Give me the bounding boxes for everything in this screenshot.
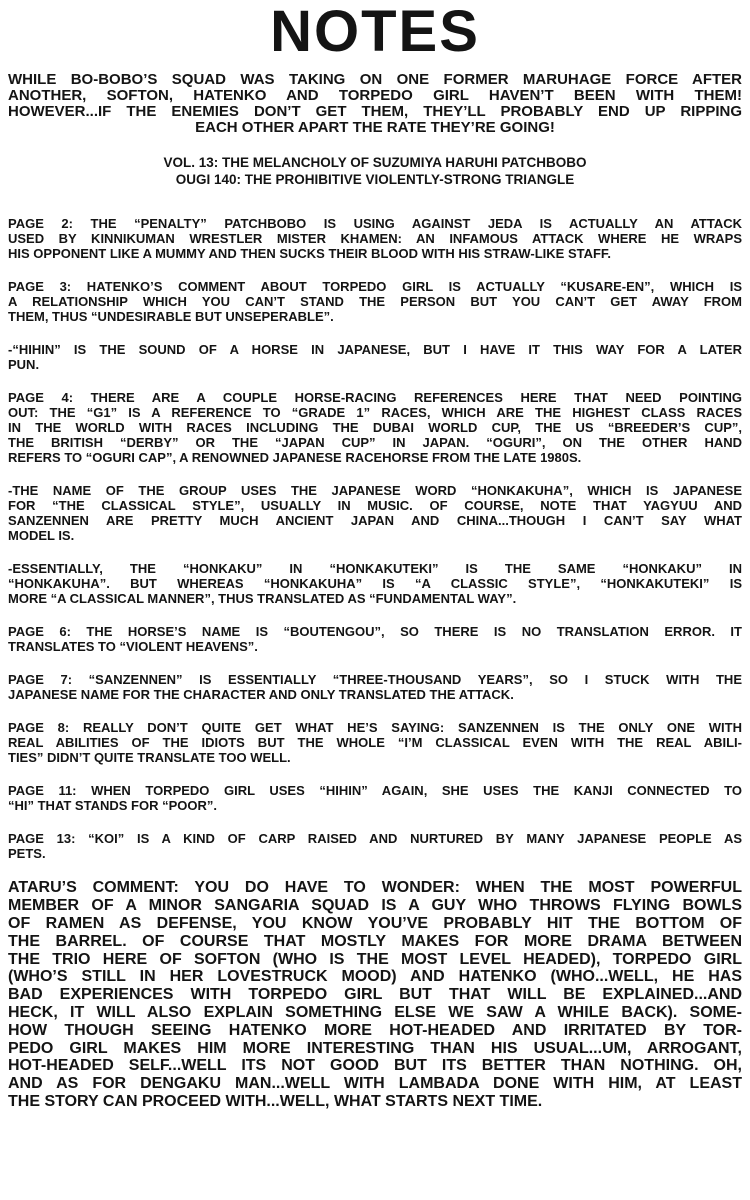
text-line: PAGE 2: THE “PENALTY” PATCHBOBO IS USING AGAINST JEDA IS ACTUALLY AN ATTACK: [8, 216, 742, 232]
text-line: THE STORY CAN PROCEED WITH...WELL, WHAT STARTS NEXT TIME.: [8, 1092, 543, 1110]
text-line: PAGE 6: THE HORSE’S NAME IS “BOUTENGOU”, SO THERE IS NO TRANSLATION ERROR. IT: [8, 624, 742, 640]
note-hihin: [8, 342, 742, 372]
volume-chapter-title: [8, 155, 742, 188]
text-line: HECK, IT WILL ALSO EXPLAIN SOMETHING ELSE WE SAW A WHILE BACK). SOME-: [8, 1003, 742, 1021]
text-line: EACH OTHER APART THE RATE THEY’RE GOING!: [195, 118, 555, 136]
text-line: AND AS FOR DENGAKU MAN...WELL WITH LAMBADA DONE WITH HIM, AT LEAST: [8, 1075, 742, 1093]
text-line: OUGI 140: THE PROHIBITIVE VIOLENTLY-STRONG TRIANGLE: [175, 171, 575, 187]
text-line: OF RAMEN AS DEFENSE, YOU KNOW YOU’VE PROBABLY HIT THE BOTTOM OF: [8, 914, 742, 932]
text-line: MEMBER OF A MINOR SANGARIA SQUAD IS A GUY WHO THROWS FLYING BOWLS: [8, 897, 742, 915]
text-line: PAGE 4: THERE ARE A COUPLE HORSE-RACING REFERENCES HERE THAT NEED POINTING: [8, 390, 742, 406]
text-line: HOWEVER...IF THE ENEMIES DON’T GET THEM, THEY’LL PROBABLY END UP RIPPING: [8, 102, 742, 120]
text-line: THE BRITISH “DERBY” OR THE “JAPAN CUP” IN JAPAN. “OGURI”, ON THE OTHER HAND: [8, 435, 742, 451]
note-page-7: [8, 672, 742, 702]
ataru-comment: [8, 879, 742, 1110]
text-line: THE TRIO HERE OF SOFTON (WHO IS THE MOST LEVEL HEADED), TORPEDO GIRL: [8, 950, 742, 968]
text-line: HOW THOUGH SEEING HATENKO MORE HOT-HEADED AND IRRITATED BY TOR-: [8, 1021, 742, 1039]
text-line: USED BY KINNIKUMAN WRESTLER MISTER KHAMEN: AN INFAMOUS ATTACK WHERE HE WRAPS: [8, 231, 742, 247]
text-line: MORE “A CLASSICAL MANNER”, THUS TRANSLATED AS “FUNDAMENTAL WAY”.: [8, 591, 517, 607]
text-line: HIS OPPONENT LIKE A MUMMY AND THEN SUCKS THEIR BLOOD WITH HIS STRAW-LIKE STAFF.: [8, 246, 612, 262]
text-line: JAPANESE NAME FOR THE CHARACTER AND ONLY TRANSLATED THE ATTACK.: [8, 687, 514, 703]
text-line: THEM, THUS “UNDESIRABLE BUT UNSEPERABLE”.: [8, 309, 334, 325]
text-line: “HONKAKUHA”. BUT WHEREAS “HONKAKUHA” IS “A CLASSIC STYLE”, “HONKAKUTEKI” IS: [8, 576, 742, 592]
text-line: ANOTHER, SOFTON, HATENKO AND TORPEDO GIRL HAVEN’T BEEN WITH THEM!: [8, 86, 742, 104]
text-line: PAGE 13: “KOI” IS A KIND OF CARP RAISED AND NURTURED BY MANY JAPANESE PEOPLE AS: [8, 831, 742, 847]
intro-paragraph: [8, 72, 742, 135]
text-line: -THE NAME OF THE GROUP USES THE JAPANESE WORD “HONKAKUHA”, WHICH IS JAPANESE: [8, 483, 742, 499]
note-page-8: [8, 720, 742, 765]
text-line: “HI” THAT STANDS FOR “POOR”.: [8, 798, 217, 814]
text-line: PUN.: [8, 357, 40, 373]
note-page-11: [8, 783, 742, 813]
text-line: A RELATIONSHIP WHICH YOU CAN’T STAND THE PERSON BUT YOU CAN’T GET AWAY FROM: [8, 294, 742, 310]
text-line: WHILE BO-BOBO’S SQUAD WAS TAKING ON ONE FORMER MARUHAGE FORCE AFTER: [8, 71, 742, 89]
text-line: SANZENNEN ARE PRETTY MUCH ANCIENT JAPAN AND CHINA...THOUGH I CAN’T SAY WHAT: [8, 513, 742, 529]
text-line: FOR “THE CLASSICAL STYLE”, USUALLY IN MUSIC. OF COURSE, NOTE THAT YAGYUU AND: [8, 498, 742, 514]
text-line: BAD EXPERIENCES WITH TORPEDO GIRL BUT THAT WILL BE EXPLAINED...AND: [8, 986, 742, 1004]
note-page-13: [8, 831, 742, 861]
text-line: PEDO GIRL MAKES HIM MORE INTERESTING THAN HIS USUAL...UM, ARROGANT,: [8, 1039, 742, 1057]
note-page-4: [8, 390, 742, 465]
text-line: VOL. 13: THE MELANCHOLY OF SUZUMIYA HARUHI PATCHBOBO: [163, 155, 587, 171]
page-title: NOTES: [270, 0, 480, 64]
text-line: TIES” DIDN’T QUITE TRANSLATE TOO WELL.: [8, 750, 291, 766]
text-line: REAL ABILITIES OF THE IDIOTS BUT THE WHOLE “I’M CLASSICAL EVEN WITH THE REAL ABILI-: [8, 735, 742, 751]
text-line: MODEL IS.: [8, 528, 75, 544]
text-line: REFERS TO “OGURI CAP”, A RENOWNED JAPANESE RACEHORSE FROM THE LATE 1980S.: [8, 450, 582, 466]
text-line: PAGE 7: “SANZENNEN” IS ESSENTIALLY “THREE-THOUSAND YEARS”, SO I STUCK WITH THE: [8, 672, 742, 688]
text-line: PETS.: [8, 846, 46, 862]
text-line: (WHO’S STILL IN HER LOVESTRUCK MOOD) AND HATENKO (WHO...WELL, HE HAS: [8, 968, 742, 986]
text-line: THE BARREL. OF COURSE THAT MOSTLY MAKES FOR MORE DRAMA BETWEEN: [8, 932, 742, 950]
text-line: PAGE 11: WHEN TORPEDO GIRL USES “HIHIN” AGAIN, SHE USES THE KANJI CONNECTED TO: [8, 783, 742, 799]
note-page-3: [8, 279, 742, 324]
note-page-2: [8, 216, 742, 261]
text-line: TRANSLATES TO “VIOLENT HEAVENS”.: [8, 639, 258, 655]
notes-body: [8, 72, 742, 1111]
note-page-6: [8, 624, 742, 654]
text-line: PAGE 8: REALLY DON’T QUITE GET WHAT HE’S SAYING: SANZENNEN IS THE ONLY ONE WITH: [8, 720, 742, 736]
text-line: IN THE WORLD WITH RACES INCLUDING THE DUBAI WORLD CUP, THE US “BREEDER’S CUP”,: [8, 420, 742, 436]
text-line: -ESSENTIALLY, THE “HONKAKU” IN “HONKAKUTEKI” IS THE SAME “HONKAKU” IN: [8, 561, 742, 577]
text-line: PAGE 3: HATENKO’S COMMENT ABOUT TORPEDO GIRL IS ACTUALLY “KUSARE-EN”, WHICH IS: [8, 279, 742, 295]
note-honkakuteki: [8, 561, 742, 606]
text-line: -“HIHIN” IS THE SOUND OF A HORSE IN JAPANESE, BUT I HAVE IT THIS WAY FOR A LATER: [8, 342, 742, 358]
note-honkakuha: [8, 483, 742, 543]
text-line: ATARU’S COMMENT: YOU DO HAVE TO WONDER: WHEN THE MOST POWERFUL: [8, 879, 742, 897]
text-line: OUT: THE “G1” IS A REFERENCE TO “GRADE 1” RACES, WHICH ARE THE HIGHEST CLASS RACES: [8, 405, 742, 421]
text-line: HOT-HEADED SELF...WELL ITS NOT GOOD BUT ITS BETTER THAN NOTHING. OH,: [8, 1057, 742, 1075]
